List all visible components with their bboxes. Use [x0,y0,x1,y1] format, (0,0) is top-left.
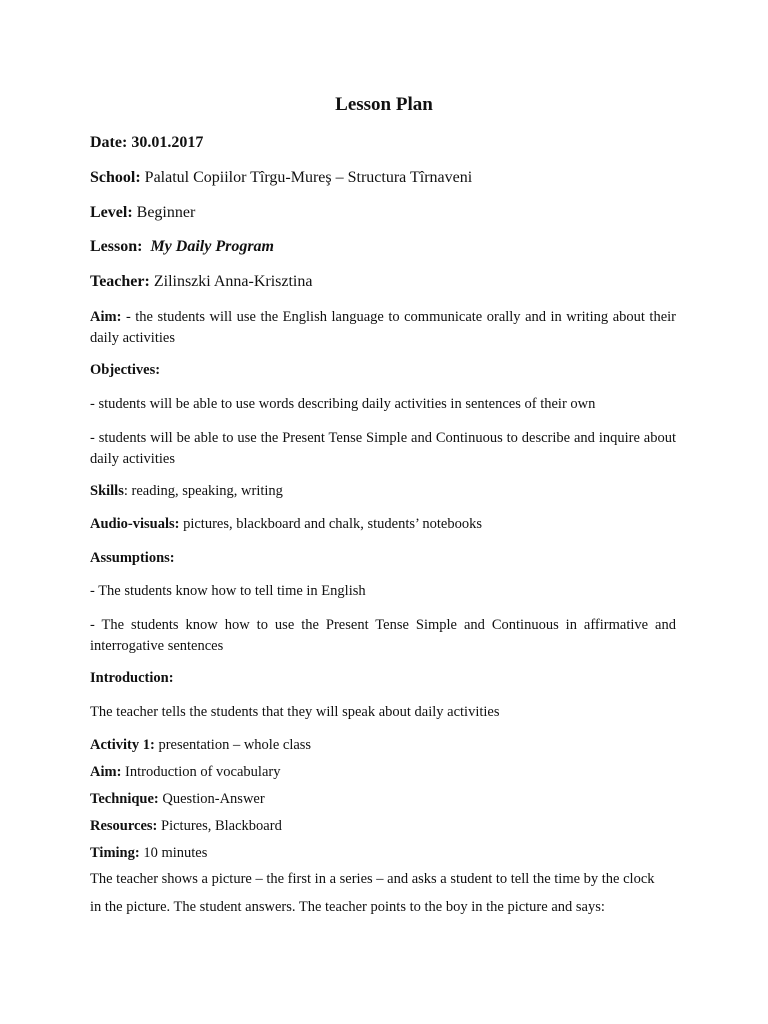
objective-item: - students will be able to use the Present Tense Simple and Continuous to describe and inquire about daily activities [90,430,676,467]
objectives-heading: Objectives: [90,362,161,378]
introduction-text: The teacher tells the students that they will speak about daily activities [90,704,500,720]
introduction-heading: Introduction: [90,670,174,686]
assumption-item: - The students know how to use the Present Tense Simple and Continuous in affirmative and interrogative sentences [90,617,676,654]
technique-line [90,791,676,808]
school-label: School: [90,169,141,186]
level-value: Beginner [136,204,196,221]
technique-label: Technique: [90,791,159,807]
skills-line [90,483,676,500]
teacher-line [90,273,676,291]
timing-line [90,845,676,862]
audio-visuals-label: Audio-visuals: [90,516,180,532]
timing-label: Timing: [90,845,140,861]
assumption-item: - The students know how to tell time in English [90,583,366,599]
activity-line [90,737,676,754]
school-value: Palatul Copiilor Tîrgu-Mureş – Structura Tîrnaveni [144,169,473,186]
skills-text: : reading, speaking, writing [123,483,283,499]
aim-label: Aim: [90,309,122,325]
skills-label: Skills [90,483,124,499]
activity-description-line: in the picture. The student answers. The teacher points to the boy in the picture and says: [90,899,605,915]
lesson-value: My Daily Program [150,238,274,255]
resources-line [90,818,676,835]
activity-label: Activity 1: [90,737,155,753]
resources-label: Resources: [90,818,158,834]
aim-text: - the students will use the English language to communicate orally and in writing about their daily activities [90,309,676,346]
resources-text: Pictures, Blackboard [161,818,282,834]
audio-visuals-text: pictures, blackboard and chalk, students’ notebooks [183,516,482,532]
date-line [90,134,676,152]
timing-text: 10 minutes [143,845,208,861]
activity-aim-text: Introduction of vocabulary [125,764,281,780]
aim-paragraph [90,307,676,349]
school-line [90,169,676,187]
page-title: Lesson Plan [335,94,433,115]
assumptions-heading: Assumptions: [90,550,175,566]
activity-aim-line [90,764,676,781]
level-label: Level: [90,204,133,221]
activity-description-line: The teacher shows a picture – the first in a series – and asks a student to tell the time by the clock [90,871,655,887]
lesson-label: Lesson: [90,238,143,255]
objective-item: - students will be able to use words describing daily activities in sentences of their own [90,396,596,412]
lesson-line [90,238,676,256]
date-label: Date: [90,134,128,151]
audio-visuals-line [90,516,676,533]
teacher-label: Teacher: [90,273,150,290]
technique-text: Question-Answer [162,791,265,807]
level-line [90,204,676,222]
activity-aim-label: Aim: [90,764,122,780]
teacher-value: Zilinszki Anna-Krisztina [153,273,313,290]
activity-text: presentation – whole class [158,737,312,753]
date-value: 30.01.2017 [131,134,204,151]
